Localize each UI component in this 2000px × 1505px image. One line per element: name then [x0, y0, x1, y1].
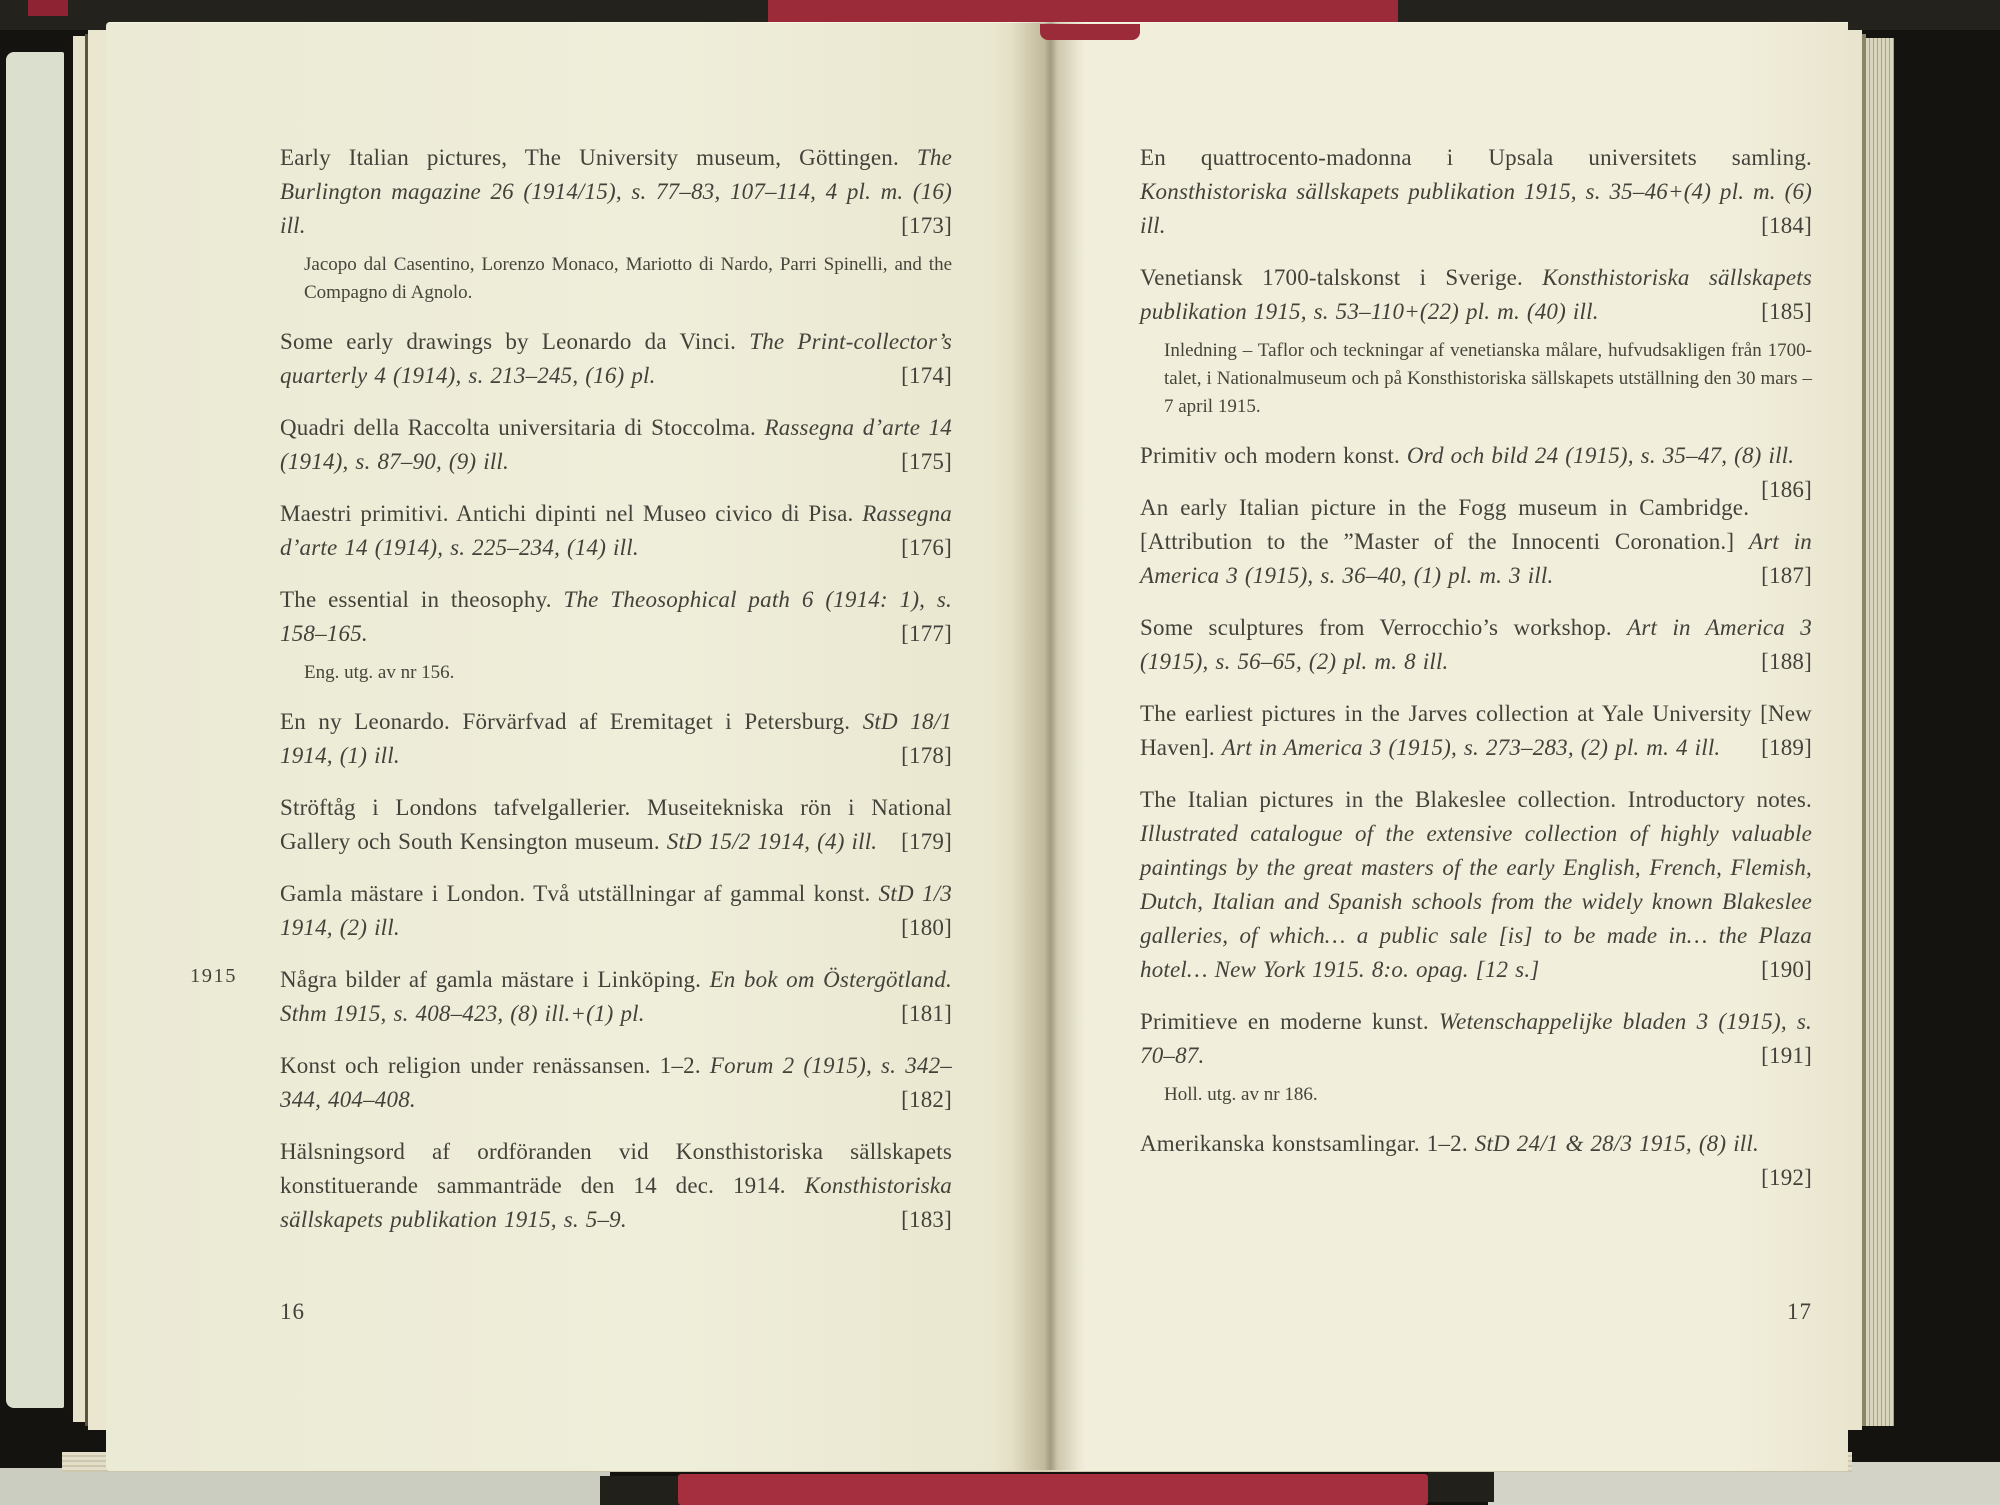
entry-title: Konst och religion under renässansen. 1–2.	[280, 1053, 710, 1078]
bibliography-entry	[1140, 491, 1812, 593]
page-edge-stack-left-shadow	[64, 42, 73, 1416]
entry-ref-number: [173]	[901, 213, 952, 238]
entry-ref-number: [175]	[901, 449, 952, 474]
entry-title: Some early drawings by Leonardo da Vinci.	[280, 329, 750, 354]
entry-source: StD 24/1 & 28/3 1915, (8) ill.	[1474, 1131, 1759, 1156]
entry-source: Art in America 3 (1915), s. 56–65, (2) pl. m. 8 ill.	[1140, 615, 1813, 674]
entry-source: The Burlington magazine 26 (1914/15), s. 77–83, 107–114, 4 pl. m. (16) ill.	[280, 145, 952, 238]
book-cover-black-bottom-right	[1428, 1472, 1494, 1502]
entry-source: Ord och bild 24 (1915), s. 35–47, (8) ill.	[1406, 443, 1795, 468]
entry-text	[1140, 1127, 1812, 1190]
bibliography-entry	[280, 791, 952, 859]
entry-source: StD 1/3 1914, (2) ill.	[280, 881, 952, 940]
entry-title: The Italian pictures in the Blakeslee collection. Introductory notes.	[1140, 787, 1812, 812]
entry-note: Jacopo dal Casentino, Lorenzo Monaco, Mariotto di Nardo, Parri Spinelli, and the Compagno di Agnolo.	[304, 254, 952, 303]
bibliography-entry	[1140, 783, 1812, 987]
entry-title: Hälsningsord af ordföranden vid Konsthistoriska sällskapets konstituerande sammanträde den 14 dec. 1914.	[280, 1139, 952, 1198]
entry-title: Some sculptures from Verrocchio’s workshop.	[1140, 615, 1628, 640]
bibliography-entry	[280, 411, 952, 479]
bibliography-entry	[190, 963, 952, 1031]
left-page	[106, 22, 1048, 1471]
bibliography-entry	[1140, 261, 1812, 421]
entry-ref-number: [177]	[901, 621, 952, 646]
entry-ref-number: [189]	[1761, 735, 1812, 760]
entry-source: Art in America 3 (1915), s. 273–283, (2) pl. m. 4 ill.	[1221, 735, 1721, 760]
entry-text	[280, 497, 952, 565]
bibliography-entry	[280, 877, 952, 945]
entry-text	[1140, 1005, 1812, 1073]
entry-source: Rassegna d’arte 14 (1914), s. 87–90, (9) ill.	[280, 415, 953, 474]
page-edge-stack-left-inner	[88, 30, 106, 1430]
entry-ref-number: [184]	[1761, 213, 1812, 238]
entry-source: Forum 2 (1915), s. 342–344, 404–408.	[280, 1053, 953, 1112]
bibliography-entry	[280, 497, 952, 565]
book-cover-black-bottom-left	[600, 1476, 678, 1505]
entry-title: Maestri primitivi. Antichi dipinti nel Museo civico di Pisa.	[280, 501, 863, 526]
entry-ref-number: [185]	[1761, 299, 1812, 324]
entry-text	[280, 583, 952, 651]
entry-title: The earliest pictures in the Jarves collection at Yale University [New Haven].	[1140, 701, 1812, 760]
entry-text	[1140, 783, 1812, 987]
entry-title: Primitieve en moderne kunst.	[1140, 1009, 1439, 1034]
entry-text	[280, 1135, 952, 1237]
entry-text	[280, 963, 952, 1031]
bibliography-entry	[280, 1135, 952, 1237]
entry-source: En bok om Östergötland. Sthm 1915, s. 408–423, (8) ill.+(1) pl.	[280, 967, 952, 1026]
entry-source: The Print-collector’s quarterly 4 (1914), s. 213–245, (16) pl.	[280, 329, 952, 388]
entry-ref-number: [188]	[1761, 649, 1812, 674]
bibliography-entry	[1140, 1005, 1812, 1109]
entry-title: An early Italian picture in the Fogg museum in Cambridge. [Attribution to the ”Master of the Innocenti Coronation.]	[1140, 495, 1750, 554]
page-edge-stack-left-leaf	[73, 36, 85, 1422]
bibliography-entry	[280, 325, 952, 393]
entry-ref-number: [187]	[1761, 563, 1812, 588]
entry-ref-number: [181]	[901, 1001, 952, 1026]
page-edge-stack-right-leaves	[1866, 38, 1894, 1426]
entry-ref-number: [192]	[1761, 1165, 1812, 1190]
entry-source: StD 15/2 1914, (4) ill.	[666, 829, 878, 854]
entry-text	[1140, 261, 1812, 329]
entry-source: Rassegna d’arte 14 (1914), s. 225–234, (14) ill.	[280, 501, 952, 560]
entry-text	[280, 791, 952, 859]
book-spine-headband	[1040, 24, 1140, 40]
entry-text	[280, 877, 952, 945]
entry-source: Illustrated catalogue of the extensive collection of highly valuable paintings by the great masters of the early English, French, Flemish, Dutch, Italian and Spanish schools from the widely known Blakeslee galleries, of which… a public sale [is] to be made in… the Plaza hotel… New York 1915. 8:o. opag. [12 s.]	[1140, 821, 1812, 982]
bibliography-entry	[280, 583, 952, 687]
book-cover-red-cloth-bottom	[678, 1474, 1428, 1505]
entry-note: Holl. utg. av nr 186.	[1164, 1084, 1318, 1105]
page-edge-stack-left-outer	[6, 52, 64, 1408]
entry-text	[1140, 697, 1812, 765]
entry-source: Konsthistoriska sällskapets publikation 1915, s. 53–110+(22) pl. m. (40) ill.	[1140, 265, 1812, 324]
entry-ref-number: [183]	[901, 1207, 952, 1232]
entry-title: Gamla mästare i London. Två utställningar af gammal konst.	[280, 881, 879, 906]
entry-title: Några bilder af gamla mästare i Linköping.	[280, 967, 710, 992]
entry-text	[280, 325, 952, 393]
entry-ref-number: [191]	[1761, 1043, 1812, 1068]
entry-ref-number: [182]	[901, 1087, 952, 1112]
entry-text	[280, 1049, 952, 1117]
table-edge-bottom-left	[0, 1468, 610, 1505]
bibliography-entry	[1140, 141, 1812, 243]
entry-ref-number: [179]	[901, 829, 952, 854]
left-page-text-block	[190, 141, 953, 1255]
entry-title: Venetiansk 1700-talskonst i Sverige.	[1140, 265, 1543, 290]
entry-note: Inledning – Taflor och teckningar af venetianska målare, hufvudsakligen från 1700-talet, i Nationalmuseum och på Konsthistoriska sällskapets utställning den 30 mars – 7 april 1915.	[1164, 340, 1812, 417]
entry-source: The Theosophical path 6 (1914: 1), s. 158–165.	[280, 587, 952, 646]
right-page	[1048, 22, 1848, 1471]
page-number-right: 17	[1787, 1299, 1812, 1324]
entry-ref-number: [176]	[901, 535, 952, 560]
book-cover-red-corner	[28, 0, 68, 16]
entry-title: En quattrocento-madonna i Upsala universitets samling.	[1140, 145, 1812, 170]
entry-note: Eng. utg. av nr 156.	[304, 662, 455, 683]
entry-source: Konsthistoriska sällskapets publikation 1915, s. 5–9.	[280, 1173, 952, 1232]
bibliography-entry	[1140, 697, 1812, 765]
entry-text	[1140, 611, 1812, 679]
entry-text	[1140, 491, 1812, 593]
entry-ref-number: [186]	[1761, 477, 1812, 502]
entry-title: The essential in theosophy.	[280, 587, 564, 612]
entry-ref-number: [190]	[1761, 957, 1812, 982]
entry-text	[280, 705, 952, 773]
bibliography-entry	[280, 141, 952, 307]
entry-text	[280, 141, 952, 243]
bibliography-entry	[1140, 1127, 1812, 1190]
entry-ref-number: [174]	[901, 363, 952, 388]
right-page-text-block	[1140, 141, 1812, 1195]
bibliography-entry	[280, 705, 952, 773]
entry-ref-number: [178]	[901, 743, 952, 768]
entry-title: Ströftåg i Londons tafvelgallerier. Museitekniska rön i National Gallery och South Kensington museum.	[280, 795, 952, 854]
entry-source: StD 18/1 1914, (1) ill.	[280, 709, 952, 768]
entry-ref-number: [180]	[901, 915, 952, 940]
page-edge-stack-right-leaf	[1848, 30, 1862, 1430]
margin-year-label: 1915	[190, 965, 237, 987]
entry-title: Primitiv och modern konst.	[1140, 443, 1407, 468]
bibliography-entry	[1140, 611, 1812, 679]
entry-source: Wetenschappelijke bladen 3 (1915), s. 70–87.	[1140, 1009, 1812, 1068]
entry-text	[280, 411, 952, 479]
entry-source: Art in America 3 (1915), s. 36–40, (1) pl. m. 3 ill.	[1140, 529, 1812, 588]
entry-text	[1140, 439, 1812, 502]
bibliography-entry	[1140, 439, 1812, 502]
page-number-left: 16	[280, 1299, 305, 1324]
entry-title: Early Italian pictures, The University museum, Göttingen.	[280, 145, 917, 170]
entry-source: Konsthistoriska sällskapets publikation 1915, s. 35–46+(4) pl. m. (6) ill.	[1140, 179, 1812, 238]
entry-title: En ny Leonardo. Förvärfvad af Eremitaget i Petersburg.	[280, 709, 863, 734]
entry-title: Amerikanska konstsamlingar. 1–2.	[1140, 1131, 1475, 1156]
bibliography-entry	[280, 1049, 952, 1117]
entry-text	[1140, 141, 1812, 243]
entry-title: Quadri della Raccolta universitaria di Stoccolma.	[280, 415, 765, 440]
